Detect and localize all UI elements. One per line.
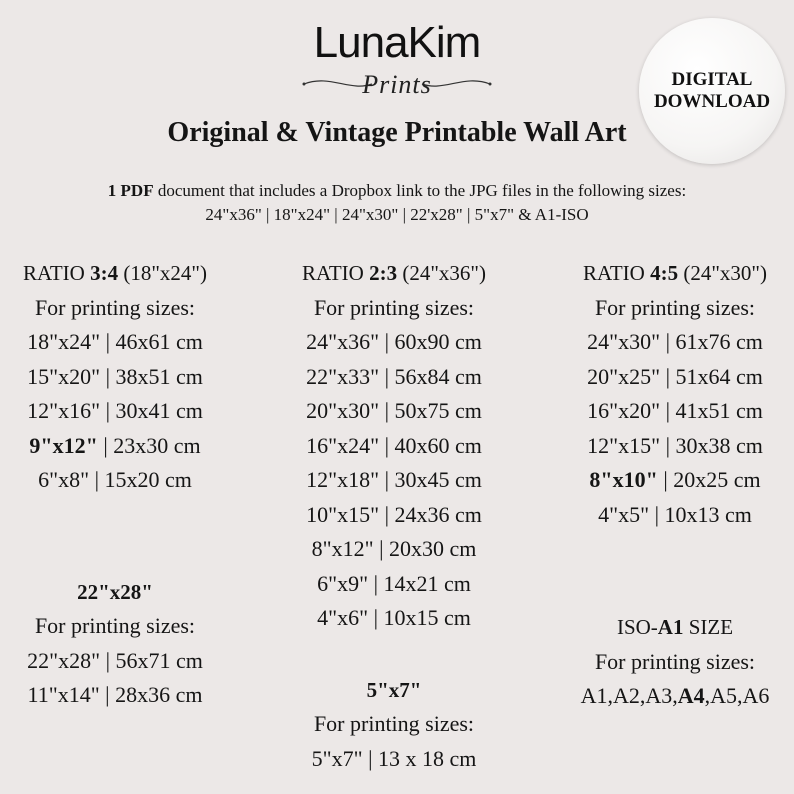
brand-script: Prints	[362, 70, 432, 99]
badge-line-1: DIGITAL	[671, 69, 753, 90]
size-row: 18"x24" | 46x61 cm	[27, 329, 203, 354]
size-row-highlight: 9"x12" | 23x30 cm	[29, 432, 201, 458]
brand-logo: LunaKim	[313, 18, 481, 67]
size-row: 5"x7" | 13 x 18 cm	[311, 745, 477, 771]
size-22x28-heading: 22"x28"	[77, 580, 153, 604]
size-row: 12"x15" | 30x38 cm	[587, 432, 763, 458]
iso-a1-heading: ISO-A1 SIZE	[616, 615, 734, 639]
size-row: 16"x24" | 40x60 cm	[306, 432, 482, 458]
iso-a1-section	[545, 610, 794, 714]
printing-sizes-label: For printing sizes:	[594, 648, 756, 674]
size-row: 6"x9" | 14x21 cm	[317, 570, 471, 596]
description-line-2: 24"x36" | 18"x24" | 24"x30" | 22'x28" | 5"x7" & A1-ISO	[205, 205, 589, 224]
ratio-4-5-section	[545, 256, 794, 532]
badge-line-2: DOWNLOAD	[653, 91, 771, 112]
printing-sizes-label: For printing sizes:	[313, 711, 475, 736]
description-rest: document that includes a Dropbox link to the JPG files in the following sizes:	[153, 181, 687, 200]
size-row: 22"x28" | 56x71 cm	[27, 647, 203, 673]
size-row: 20"x30" | 50x75 cm	[306, 398, 482, 423]
description-line-1	[0, 180, 794, 202]
description-bold: 1 PDF	[107, 181, 154, 200]
size-row-highlight: 8"x10" | 20x25 cm	[589, 467, 761, 492]
size-row: 12"x18" | 30x45 cm	[306, 467, 482, 492]
ratio-4-5-heading: RATIO 4:5 (24"x30")	[583, 261, 767, 285]
iso-sizes-row: A1,A2,A3,A4,A5,A6	[580, 683, 770, 708]
size-5x7-section	[264, 673, 524, 776]
printing-sizes-label: For printing sizes:	[594, 294, 756, 320]
printing-sizes-label: For printing sizes:	[34, 613, 196, 638]
size-row: 20"x25" | 51x64 cm	[587, 363, 763, 389]
size-row: 4"x6" | 10x15 cm	[317, 605, 471, 630]
size-5x7-heading: 5"x7"	[366, 678, 422, 702]
page-title: Original & Vintage Printable Wall Art	[167, 117, 627, 148]
printing-sizes-label: For printing sizes:	[34, 294, 196, 320]
ratio-2-3-section	[264, 256, 524, 636]
size-row: 11"x14" | 28x36 cm	[27, 682, 203, 707]
size-row: 8"x12" | 20x30 cm	[311, 536, 477, 561]
size-row: 24"x30" | 61x76 cm	[587, 329, 763, 354]
size-row: 15"x20" | 38x51 cm	[27, 363, 203, 389]
size-row: 4"x5" | 10x13 cm	[598, 501, 752, 527]
size-row: 10"x15" | 24x36 cm	[306, 501, 482, 527]
digital-download-badge	[639, 18, 785, 164]
size-row: 16"x20" | 41x51 cm	[587, 398, 763, 423]
ratio-3-4-heading: RATIO 3:4 (18"x24")	[23, 261, 207, 285]
ratio-2-3-heading: RATIO 2:3 (24"x36")	[302, 261, 486, 285]
size-row: 12"x16" | 30x41 cm	[27, 398, 203, 423]
printing-sizes-label: For printing sizes:	[313, 294, 475, 320]
size-row: 6"x8" | 15x20 cm	[38, 467, 192, 492]
size-22x28-section	[0, 575, 245, 713]
ratio-3-4-section	[0, 256, 245, 498]
size-row: 24"x36" | 60x90 cm	[306, 329, 482, 354]
size-row: 22"x33" | 56x84 cm	[306, 363, 482, 389]
